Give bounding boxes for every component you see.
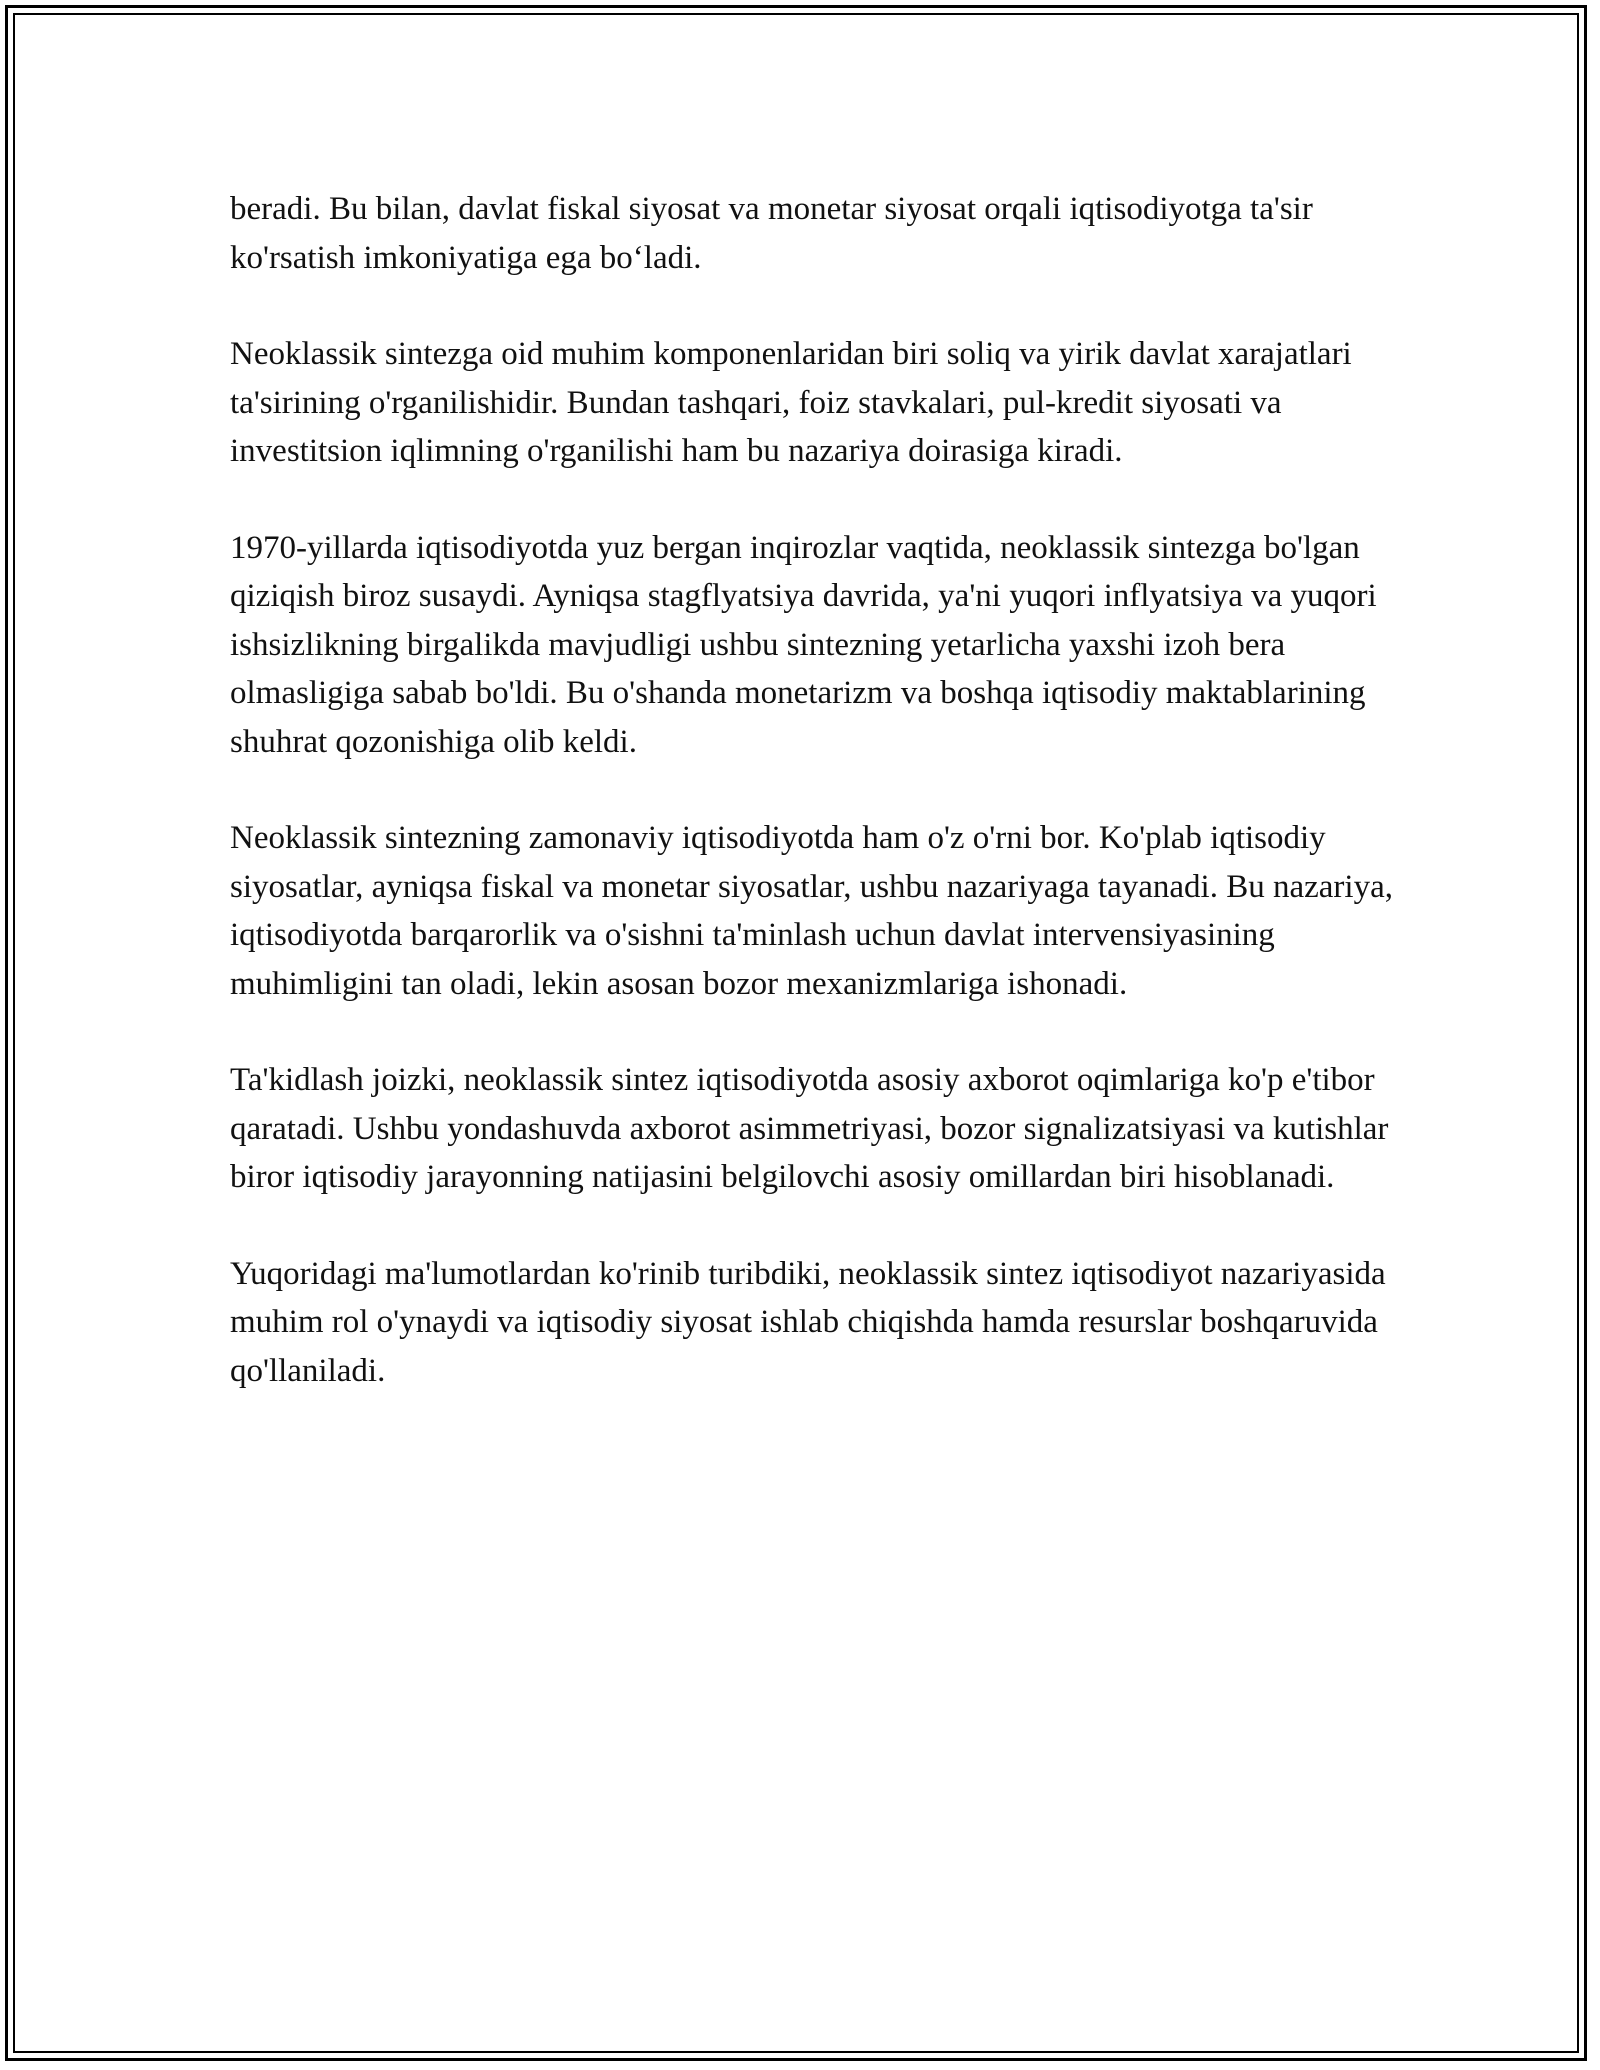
paragraph-continuation: beradi. Bu bilan, davlat fiskal siyosat va monetar siyosat orqali iqtisodiyotga ta'sir ko'rsatish imkoniyatiga ega bo‘ladi. [230,191,1313,276]
paragraph-1970s-crisis: 1970-yillarda iqtisodiyotda yuz bergan inqirozlar vaqtida, neoklassik sintezga bo'lgan qiziqish biroz susaydi. Ayniqsa stagflyatsiya davrida, ya'ni yuqori inflyatsiya va yuqori ishsizlikning birgalikda mavjudligi ushbu sintezning yetarlicha yaxshi izoh bera olmasligiga sabab bo'ldi. Bu o'shanda monetarizm va boshqa iqtisodiy maktablarining shuhrat qozonishiga olib keldi. [230,529,1377,760]
paragraph-modern-role: Neoklassik sintezning zamonaviy iqtisodiyotda ham o'z o'rni bor. Ko'plab iqtisodiy siyosatlar, ayniqsa fiskal va monetar siyosatlar, ushbu nazariyaga tayanadi. Bu nazariya, iqtisodiyotda barqarorlik va o'sishni ta'minlash uchun davlat intervensiyasining muhimligini tan oladi, lekin asosan bozor mexanizmlariga ishonadi. [230,820,1393,1002]
document-body [230,185,1400,1443]
paragraph-components: Neoklassik sintezga oid muhim komponenlaridan biri soliq va yirik davlat xarajatlari ta'sirining o'rganilishidir. Bundan tashqari, foiz stavkalari, pul-kredit siyosati va investitsion iqlimning o'rganilishi ham bu nazariya doirasiga kiradi. [230,336,1352,469]
paragraph-information-flows: Ta'kidlash joizki, neoklassik sintez iqtisodiyotda asosiy axborot oqimlariga ko'p e'tibor qaratadi. Ushbu yondashuvda axborot asimmetriyasi, bozor signalizatsiyasi va kutishlar biror iqtisodiy jarayonning natijasini belgilovchi asosiy omillardan biri hisoblanadi. [230,1062,1389,1195]
paragraph-conclusion: Yuqoridagi ma'lumotlardan ko'rinib turibdiki, neoklassik sintez iqtisodiyot nazariyasida muhim rol o'ynaydi va iqtisodiy siyosat ishlab chiqishda hamda resurslar boshqaruvida qo'llaniladi. [230,1255,1386,1389]
